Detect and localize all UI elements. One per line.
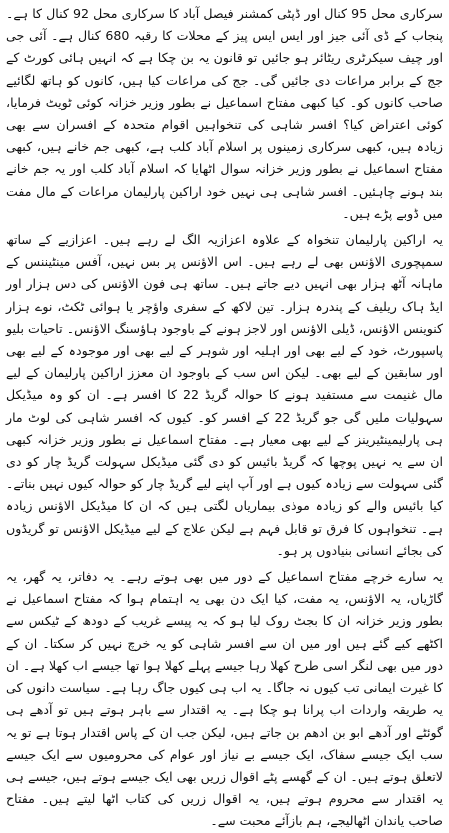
article-paragraph-1: سرکاری محل 95 کنال اور ڈپٹی کمشنر فیصل آباد کا سرکاری محل 92 کنال کا ہے۔ پنجاب کے ڈی آئی جیز اور ایس ایس پیز کے محلات کا رقبہ 680 کنال ہے۔ آئی جی اور چیف سیکرٹری ریٹائر ہو جائیں تو قانون یہ بن چکا ہے کہ انہیں ہائی کورٹ کے جج کے برابر مراعات دی جائیں گی۔ جج کی مراعات کیا ہیں، کانوں کو ہاتھ لگائیے صاحب کانوں کو۔ کیا کبھی مفتاح اسماعیل نے بطور وزیر خزانہ کوئی ٹویٹ فرمایا، کوئی اعتراض کیا؟ افسر شاہی کی تنخواہیں اقوام متحدہ کے افسران سے بھی زیادہ ہیں، کبھی سرکاری زمینوں پر اسلام آباد کلب ہے، کبھی جم خانے ہیں، کبھی مفتاح اسماعیل نے بطور وزیر خزانہ سوال اٹھایا کہ اسلام آباد کلب اور یہ جم خانے بند ہونے چاہئیں۔ افسر شاہی ہی نہیں خود اراکین پارلیمان مراعات کے مال مفت میں ڈوبے پڑے ہیں۔ bbox=[6, 6, 443, 221]
article-paragraph-2: یہ اراکین پارلیمان تنخواہ کے علاوہ اعزازیہ الگ لے رہے ہیں۔ اعزازیے کے ساتھ سمپچوری الاؤنس بھی لے رہے ہیں۔ اس الاؤنس پر بس نہیں، آفس مینٹیننس کے ماہانہ آٹھ ہزار بھی انہیں دیے جاتے ہیں۔ ساتھ ہی فون الاؤنس کی دس ہزار اور ایڈ ہاک ریلیف کے پندرہ ہزار۔ تین لاکھ کے سفری واؤچر یا ہوائی ٹکٹ، نوے ہزار کنوینس الاؤنس، ڈیلی الاؤنس اور لاجز ہونے کے باوجود ہاؤسنگ الاؤنس۔ تاحیات بلیو پاسپورٹ، خود کے لیے بھی اور اہلیہ اور شوہر کے لیے بھی اور موجودہ کے لیے بھی اور سابقین کے لیے بھی۔ لیکن اس سب کے باوجود ان معزز اراکین پارلیمان کے لیے مال غنیمت سے مستفید ہونے کا حوالہ گریڈ 22 کا افسر ہے۔ ان کو وہ میڈیکل سہولیات ملیں گی جو گریڈ 22 کے افسر کو۔ کیوں کہ افسر شاہی کی لوٹ مار ہی پارلیمینٹیرینز کے لیے بھی معیار ہے۔ مفتاح اسماعیل نے بطور وزیر خزانہ کبھی ان سے یہ نہیں پوچھا کہ گریڈ بائیس کو دی گئی میڈیکل سہولت گریڈ چار کو دی گئی سہولت سے زیادہ کیوں ہے اور آپ اپنے لیے گریڈ چار کو حوالہ کیوں نہیں بناتے۔ کیا بائیس والے کو زیادہ موذی بیماریاں لگتی ہیں کہ ان کا میڈیکل الاؤنس زیادہ ہے۔ تنخواہوں کا فرق تو قابل فہم ہے لیکن علاج کے لیے میڈیکل الاؤنس تو گریڈوں کی بجائے انسانی بنیادوں پر ہو۔ bbox=[6, 232, 443, 558]
article-paragraph-3: یہ سارے خرچے مفتاح اسماعیل کے دور میں بھی ہوتے رہے۔ یہ دفاتر، یہ گھر، یہ گاڑیاں، یہ الاؤنس، یہ مفت، کیا ایک دن بھی یہ اہتمام ہوا کہ مفتاح اسماعیل نے بطور وزیر خزانہ ان کا بجٹ روک لیا ہو کہ یہ پیسے غریب کے دودھ کے ٹیکس سے اکٹھے کیے گئے ہیں اور میں ان سے افسر شاہی کو یہ خرچ نہیں کر سکتا۔ ان کے دور میں بھی لنگر اسی طرح کھلا رہا جیسے پہلے کھلا ہوا تھا جیسے اب کھلا ہے۔ ان کا غیرت ایمانی تب کیوں نہ جاگا۔ یہ اب ہی کیوں جاگ رہا ہے۔ سیاست دانوں کی یہ طریقہ واردات اب پرانا ہو چکا ہے۔ یہ اقتدار سے باہر ہوتے ہیں تو آدھے ہی گوئٹے اور آدھے ابو بن ادھم بن جاتے ہیں، لیکن جب ان کے پاس اقتدار ہوتا ہے تو یہ سب ایک جیسے سفاک، ایک جیسے بے نیاز اور عوام کی محرومیوں سے ایک جیسے لاتعلق ہوتے ہیں۔ ان کے گھسے پٹے اقوال زریں بھی ایک جیسے ہوتے ہیں، جیسے ہی یہ اقتدار سے محروم ہوتے ہیں، یہ اقوال زریں کی کتاب اٹھا لیتے ہیں۔ مفتاح صاحب یاندان اٹھالیجے، ہم بازآئے محبت سے۔ bbox=[6, 569, 443, 829]
